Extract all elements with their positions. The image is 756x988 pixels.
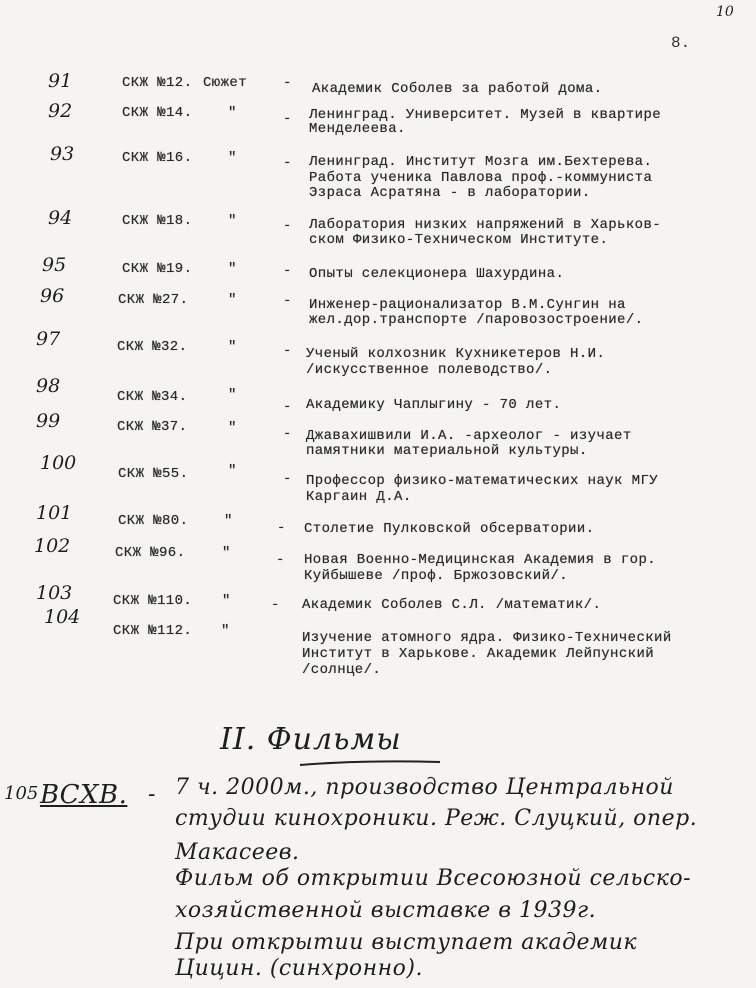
row-description-line: Инженер-рационализатор В.М.Сунгин на bbox=[309, 297, 626, 313]
row-number: 93 bbox=[50, 143, 75, 165]
row-dash: - bbox=[283, 218, 292, 234]
row-ditto: " bbox=[228, 105, 237, 121]
row-description-line: Изучение атомного ядра. Физико-Технический bbox=[302, 630, 672, 646]
page-number: 8. bbox=[671, 34, 691, 52]
row-dash: - bbox=[283, 471, 292, 487]
row-ditto: " bbox=[228, 420, 237, 436]
row-dash: - bbox=[283, 426, 292, 442]
row-description-line: Джавахишвили И.А. -археолог - изучает bbox=[306, 428, 632, 444]
row-dash: - bbox=[283, 155, 292, 171]
row-description-line: /искусственное полеводство/. bbox=[306, 362, 553, 378]
row-ditto: " bbox=[228, 261, 237, 277]
film-entry-line: хозяйственной выставке в 1939г. bbox=[175, 898, 597, 923]
row-description-line: Академик Соболев С.Л. /математик/. bbox=[302, 597, 602, 613]
film-entry-number: 105 bbox=[4, 783, 39, 804]
film-entry-line: студии кинохроники. Реж. Слуцкий, опер. bbox=[175, 806, 698, 831]
film-entry-dash: - bbox=[148, 782, 156, 807]
row-code: СКЖ №55. bbox=[118, 466, 189, 482]
row-ditto: " bbox=[228, 292, 237, 308]
row-ditto: " bbox=[222, 545, 231, 561]
row-ditto: " bbox=[228, 150, 237, 166]
row-description-line: Новая Военно-Медицинская Академия в гор. bbox=[304, 552, 657, 568]
row-number: 102 bbox=[34, 535, 71, 557]
row-description-line: Лаборатория низких напряжений в Харьков- bbox=[309, 217, 662, 233]
row-code: СКЖ №110. bbox=[113, 593, 193, 609]
row-number: 92 bbox=[48, 100, 73, 122]
row-ditto: " bbox=[224, 513, 233, 529]
film-entry-code: ВСХВ. bbox=[40, 780, 128, 810]
row-dash: - bbox=[276, 552, 285, 568]
row-dash: - bbox=[283, 343, 292, 359]
row-number: 104 bbox=[44, 606, 81, 628]
row-code: СКЖ №19. bbox=[122, 261, 193, 277]
row-code: СКЖ №12. bbox=[122, 75, 193, 91]
row-number: 94 bbox=[48, 207, 73, 229]
row-ditto: " bbox=[221, 623, 230, 639]
row-description-line: Куйбышеве /проф. Бржозовский/. bbox=[304, 568, 569, 584]
row-number: 95 bbox=[42, 254, 67, 276]
row-description-line: жел.дор.транспорте /паровозостроение/. bbox=[309, 312, 644, 328]
row-dash: - bbox=[283, 399, 292, 415]
row-number: 103 bbox=[36, 582, 73, 604]
row-description-line: Академику Чаплыгину - 70 лет. bbox=[306, 397, 562, 413]
film-entry-line: Цицин. (синхронно). bbox=[175, 956, 423, 981]
film-entry-line: При открытии выступает академик bbox=[175, 930, 638, 955]
row-code: СКЖ №80. bbox=[118, 513, 189, 529]
row-description-line: Столетие Пулковской обсерватории. bbox=[304, 521, 595, 537]
row-ditto: Сюжет bbox=[203, 75, 248, 91]
row-description-line: памятники материальной культуры. bbox=[306, 443, 588, 459]
row-code: СКЖ №32. bbox=[117, 339, 188, 355]
row-code: СКЖ №14. bbox=[122, 105, 193, 121]
row-dash: - bbox=[283, 75, 292, 91]
row-description-line: Ленинград. Институт Мозга им.Бехтерева. bbox=[309, 154, 653, 170]
row-dash: - bbox=[277, 520, 286, 536]
row-description-line: Эзраса Асратяна - в лаборатории. bbox=[309, 185, 591, 201]
row-description-line: Опыты селекционера Шахурдина. bbox=[309, 266, 565, 282]
section-heading: II. Фильмы bbox=[220, 722, 402, 757]
row-description-line: Каргаин Д.А. bbox=[306, 489, 412, 505]
row-code: СКЖ №112. bbox=[113, 623, 193, 639]
row-number: 98 bbox=[36, 375, 61, 397]
row-code: СКЖ №18. bbox=[122, 213, 193, 229]
row-ditto: " bbox=[228, 387, 237, 403]
row-number: 91 bbox=[48, 70, 73, 92]
film-entry-line: Макасеев. bbox=[175, 840, 300, 865]
row-number: 99 bbox=[36, 410, 61, 432]
row-ditto: " bbox=[228, 339, 237, 355]
film-entry-line: Фильм об открытии Всесоюзной сельско- bbox=[175, 866, 692, 891]
row-description-line: Менделеева. bbox=[309, 121, 406, 137]
row-description-line: Работа ученика Павлова проф.-коммуниста bbox=[309, 170, 653, 186]
row-ditto: " bbox=[222, 593, 231, 609]
row-number: 100 bbox=[40, 452, 77, 474]
row-description-line: Институт в Харькове. Академик Лейпунский bbox=[302, 646, 655, 662]
row-description-line: Ученый колхозник Кухникетеров Н.И. bbox=[306, 346, 606, 362]
row-dash: - bbox=[283, 263, 292, 279]
row-dash: - bbox=[283, 293, 292, 309]
row-description-line: /солнце/. bbox=[302, 662, 382, 678]
row-code: СКЖ №16. bbox=[122, 150, 193, 166]
row-ditto: " bbox=[228, 463, 237, 479]
row-code: СКЖ №96. bbox=[115, 545, 186, 561]
row-code: СКЖ №37. bbox=[117, 419, 188, 435]
row-code: СКЖ №27. bbox=[118, 292, 189, 308]
corner-handwritten-mark: 10 bbox=[716, 4, 734, 20]
row-number: 101 bbox=[36, 502, 73, 524]
row-number: 97 bbox=[36, 328, 61, 350]
row-number: 96 bbox=[40, 285, 65, 307]
row-code: СКЖ №34. bbox=[117, 389, 188, 405]
row-dash: - bbox=[283, 111, 292, 127]
row-description-line: Академик Соболев за работой дома. bbox=[312, 81, 603, 97]
row-description-line: ском Физико-Техническом Институте. bbox=[309, 232, 609, 248]
row-description-line: Профессор физико-математических наук МГУ bbox=[306, 473, 659, 489]
row-description-line: Ленинград. Университет. Музей в квартире bbox=[309, 107, 662, 123]
film-entry-line: 7 ч. 2000м., производство Центральной bbox=[175, 775, 674, 800]
row-dash: - bbox=[271, 597, 280, 613]
row-ditto: " bbox=[228, 213, 237, 229]
